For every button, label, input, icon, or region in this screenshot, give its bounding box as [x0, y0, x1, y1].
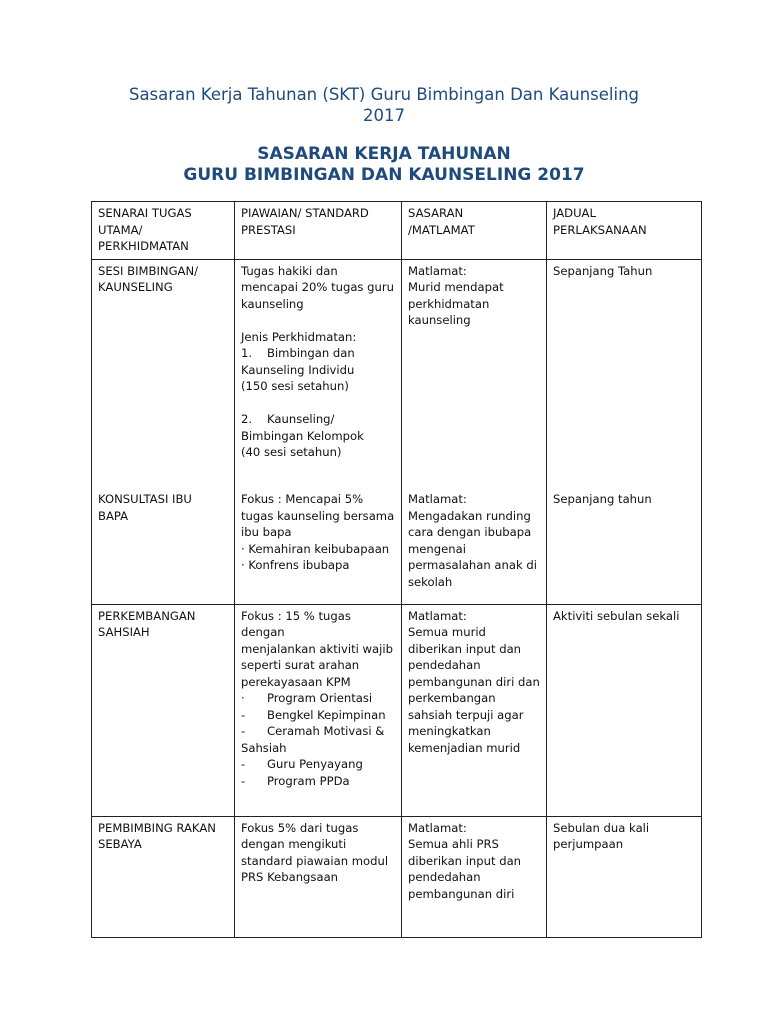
bullet-mark: - [241, 757, 246, 771]
header-cell-jadual [547, 202, 702, 260]
cell-text: mencapai 20% tugas guru [241, 280, 394, 294]
cell-text: Sepanjang Tahun [553, 263, 653, 278]
header-text: UTAMA/ [98, 222, 143, 237]
cell-text: Fokus 5% dari tugas [241, 820, 359, 835]
cell-text: ibu bapa [241, 525, 292, 539]
cell-text: tugas kaunseling bersama [241, 508, 395, 523]
cell-text: sahsiah terpuji agar [408, 707, 524, 722]
cell-text: Matlamat: [408, 492, 467, 506]
cell-text: Semua murid [408, 625, 486, 639]
bullet-mark: - [241, 724, 246, 738]
header-text: PRESTASI [241, 222, 296, 237]
cell-text: perkembangan [408, 691, 496, 705]
cell-text: kemenjadian murid [408, 740, 521, 755]
list-item [241, 690, 395, 707]
cell-jadual [547, 604, 702, 816]
header-text: SENARAI TUGAS [98, 206, 192, 220]
cell-text: Ceramah Motivasi & [267, 724, 385, 738]
cell-text: cara dengan ibubapa [408, 525, 532, 539]
cell-text: diberikan input dan [408, 853, 522, 868]
cell-sasaran [402, 604, 547, 816]
cell-text: Sebulan dua kali [553, 820, 650, 835]
header-text: PIAWAIAN/ STANDARD [241, 206, 369, 220]
cell-text: seperti surat arahan [241, 658, 360, 672]
cell-text: perjumpaan [553, 837, 624, 851]
document-title-line: Sasaran Kerja Tahunan (SKT) Guru Bimbingan Dan Kaunseling [128, 85, 640, 104]
cell-text: Kaunseling Individu [241, 362, 355, 377]
document-title [60, 84, 708, 126]
cell-sasaran [402, 816, 547, 937]
header-text: /MATLAMAT [408, 222, 475, 237]
cell-text: Fokus : Mencapai 5% [241, 492, 364, 506]
header-cell-sasaran [402, 202, 547, 260]
cell-jadual [547, 816, 702, 937]
cell-text: Fokus : 15 % tugas dengan [241, 608, 355, 639]
list-number: 1. [241, 346, 253, 360]
cell-text: PRS Kebangsaan [241, 870, 339, 884]
cell-text: mengenai [408, 541, 466, 556]
cell-text: SEBAYA [98, 837, 142, 851]
header-cell-piawaian [235, 202, 402, 260]
cell-piawaian [235, 816, 402, 937]
table-row [92, 604, 702, 816]
cell-text: pendedahan [408, 658, 481, 672]
cell-piawaian [235, 604, 402, 816]
cell-text: KONSULTASI IBU [98, 492, 192, 506]
list-number: 2. [241, 412, 253, 426]
cell-text: Bimbingan Kelompok [241, 428, 364, 443]
header-text: PERLAKSANAAN [553, 222, 647, 237]
header-cell-tugas [92, 202, 235, 260]
cell-text: Sahsiah [241, 740, 287, 755]
cell-text: Bengkel Kepimpinan [267, 707, 386, 722]
cell-piawaian [235, 259, 402, 488]
cell-text: perekayasaan KPM [241, 674, 351, 689]
cell-text: (150 sesi setahun) [241, 379, 349, 393]
cell-sasaran [402, 259, 547, 488]
cell-text: (40 sesi setahun) [241, 445, 342, 459]
cell-text: sekolah [408, 574, 453, 589]
cell-text: · Konfrens ibubapa [241, 558, 350, 572]
cell-text: KAUNSELING [98, 280, 173, 294]
cell-text: permasalahan anak di [408, 558, 537, 572]
cell-text: menjalankan aktiviti wajib [241, 641, 393, 656]
cell-text: Matlamat: [408, 263, 467, 278]
cell-text: SESI BIMBINGAN/ [98, 263, 199, 278]
cell-text: pembangunan diri dan [408, 674, 540, 689]
cell-text: dengan mengikuti [241, 837, 347, 851]
header-text: JADUAL [553, 206, 596, 220]
document-title-line: 2017 [363, 106, 405, 125]
main-heading [60, 144, 708, 186]
cell-text: perkhidmatan [408, 296, 490, 311]
list-item [241, 773, 395, 790]
cell-text: BAPA [98, 508, 129, 523]
cell-text: · Kemahiran keibubapaan [241, 541, 390, 556]
cell-text: Semua ahli PRS [408, 837, 499, 851]
cell-text: Program Orientasi [267, 691, 373, 705]
cell-tugas [92, 604, 235, 816]
main-heading-line: SASARAN KERJA TAHUNAN [257, 144, 511, 164]
cell-text: SAHSIAH [98, 625, 150, 639]
cell-text: Tugas hakiki dan [241, 263, 338, 278]
cell-text: diberikan input dan [408, 641, 522, 656]
cell-text: Matlamat: [408, 820, 467, 835]
header-text: SASARAN [408, 206, 464, 220]
skt-table [91, 201, 702, 938]
table-row [92, 488, 702, 604]
cell-text: pendedahan [408, 870, 481, 884]
table-row [92, 816, 702, 937]
cell-text: kaunseling [241, 296, 304, 311]
bullet-mark: - [241, 773, 246, 788]
cell-text: Jenis Perkhidmatan: [241, 329, 357, 344]
main-heading-line: GURU BIMBINGAN DAN KAUNSELING 2017 [183, 165, 585, 185]
list-item [241, 345, 395, 362]
table-row [92, 259, 702, 488]
cell-text: PERKEMBANGAN [98, 608, 196, 623]
cell-text: Aktiviti sebulan sekali [553, 608, 680, 623]
cell-text: standard piawaian modul [241, 853, 389, 868]
cell-jadual [547, 488, 702, 604]
cell-text: Matlamat: [408, 608, 467, 623]
bullet-mark: - [241, 707, 246, 722]
cell-tugas [92, 259, 235, 488]
cell-text: Sepanjang tahun [553, 492, 652, 506]
list-item [241, 756, 395, 773]
cell-text: PEMBIMBING RAKAN [98, 820, 216, 835]
cell-text: Program PPDa [267, 773, 350, 788]
spacer [241, 395, 395, 412]
list-item [241, 723, 395, 740]
cell-tugas [92, 488, 235, 604]
cell-text: Guru Penyayang [267, 757, 363, 771]
cell-text: pembangunan diri [408, 886, 515, 901]
cell-piawaian [235, 488, 402, 604]
list-item [241, 707, 395, 724]
cell-text: Bimbingan dan [267, 346, 355, 360]
cell-tugas [92, 816, 235, 937]
spacer [241, 312, 395, 329]
cell-text: Murid mendapat [408, 280, 504, 294]
cell-text: Kaunseling/ [267, 412, 335, 426]
cell-sasaran [402, 488, 547, 604]
bullet-mark: · [241, 691, 245, 705]
header-text: PERKHIDMATAN [98, 239, 189, 253]
list-item [241, 411, 395, 428]
cell-text: kaunseling [408, 313, 471, 327]
cell-text: Mengadakan runding [408, 508, 531, 523]
cell-text: meningkatkan [408, 724, 491, 738]
table-header-row [92, 202, 702, 260]
cell-jadual [547, 259, 702, 488]
